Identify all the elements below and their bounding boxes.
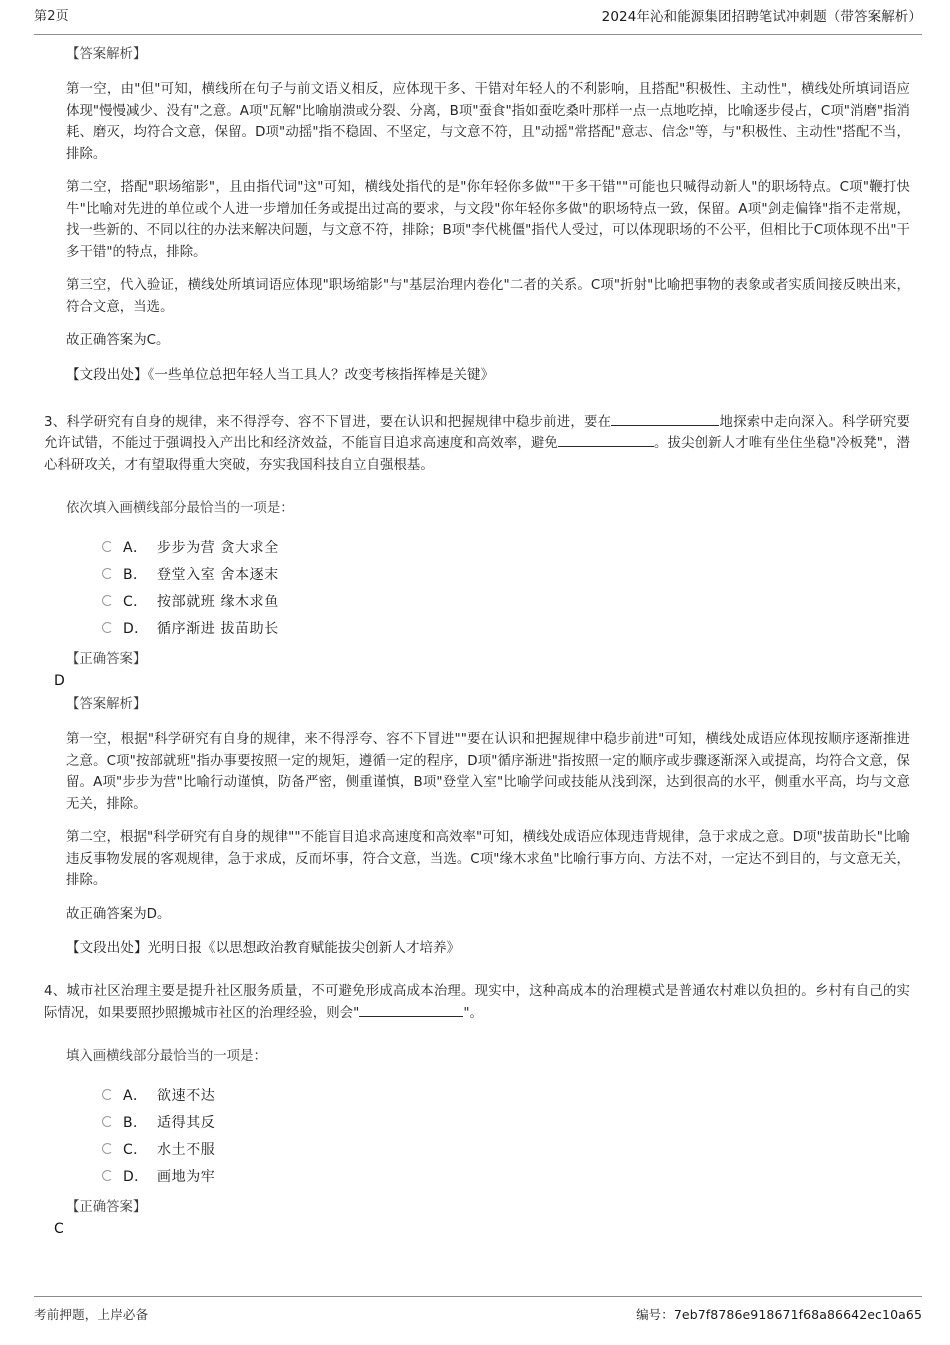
q3-correct-value: D [54,673,65,689]
q4-option-d-text: 画地为牢 [157,1168,216,1185]
q4-number: 4、 [44,984,67,999]
q3-option-b[interactable] [102,560,910,587]
q3-option-c-text: 按部就班 缘木求鱼 [157,593,279,610]
q3-stem-part3: 。拔尖创新人才唯有坐住坐稳"冷板凳"，潜心科研攻关，才有望取得重大突破，夯实我国科技自立自强根基。 [44,436,910,473]
page-footer [34,1296,922,1327]
radio-icon[interactable] [102,595,113,606]
q3-stem-part1: 科学研究有自身的规律，来不得浮夸、容不下冒进，要在认识和把握规律中稳步前进，要在 [66,414,612,430]
q3-option-d-key: D． [123,620,149,637]
radio-icon[interactable] [102,568,113,579]
q3-stem [44,412,910,477]
q3-analysis-blank2: 第二空，根据"科学研究有自身的规律""不能盲目追求高速度和高效率"可知，横线处成语应体现违背规律，急于求成之意。D项"拔苗助长"比喻违反事物发展的客观规律，急于求成，反而坏事，符合文意，当选。C项"缘木求鱼"比喻行事方向、方法不对，一定达不到目的，与文意无关，排除。 [66,830,910,888]
page-number-marker: 第2页 [34,9,69,24]
q4-option-c-key: C． [123,1141,148,1158]
q3-blank-2 [558,446,654,447]
radio-icon[interactable] [102,1170,113,1181]
document-body [44,44,910,1242]
q2-analysis-blank2: 第二空，搭配"职场缩影"，且由指代词"这"可知，横线处指代的是"你年轻你多做""干多干错""可能也只喊得动新人"的职场特点。C项"鞭打快牛"比喻对先进的单位或个人进一步增加任务或提出过高的要求，与文段"你年轻你多做"的职场特点一致，保留。A项"剑走偏锋"指不走常规，找一些新的、不同以往的办法来解决问题，与文意不符，排除；B项"李代桃僵"指代人受过，可以体现职场的不公平，但相比于C项体现不出"干多干错"的特点，排除。 [66,180,910,260]
q3-source-label: 【文段出处】 [66,940,148,956]
q3-option-b-text: 登堂入室 舍本逐末 [157,566,279,583]
q3-analysis-conclusion: 故正确答案为D。 [66,906,171,922]
q2-analysis-conclusion: 故正确答案为C。 [66,333,170,348]
footer-code-value: 7eb7f8786e918671f68a86642ec10a65 [673,1307,922,1322]
q3-source-line [44,937,910,959]
document-title: 2024年沁和能源集团招聘笔试冲刺题（带答案解析） [601,9,922,25]
q4-option-a[interactable] [102,1081,910,1108]
q3-option-b-key: B． [123,566,148,583]
q2-source-line [44,364,910,386]
q2-analysis-blank3: 第三空，代入验证，横线处所填词语应体现"职场缩影"与"基层治理内卷化"二者的关系。C项"折射"比喻把事物的表象或者实质间接反映出来，符合文意，当选。 [66,278,910,315]
radio-icon[interactable] [102,541,113,552]
q3-blank-1 [611,425,719,426]
q4-option-a-text: 欲速不达 [157,1087,216,1104]
page-header [34,8,922,35]
q2-analysis-blank1: 第一空，由"但"可知，横线所在句子与前文语义相反，应体现干多、干错对年轻人的不利影响，且搭配"积极性、主动性"，横线处所填词语应体现"慢慢减少、没有"之意。A项"瓦解"比喻崩溃或分裂、分离，B项"蚕食"指如蚕吃桑叶那样一点一点地吃掉，比喻逐步侵占，C项"消磨"指消耗、磨灭，均符合文意，保留。D项"动摇"指不稳固、不坚定，与文意不符，且"动摇"常搭配"意志、信念"等，与"积极性、主动性"搭配不当，排除。 [66,82,910,162]
q4-option-c[interactable] [102,1135,910,1162]
q3-option-c-key: C． [123,593,148,610]
q3-source-title: 光明日报《以思想政治教育赋能拔尖创新人才培养》 [147,940,461,956]
q3-analysis-blank1: 第一空，根据"科学研究有自身的规律，来不得浮夸、容不下冒进""要在认识和把握规律中稳步前进"可知，横线处成语应体现按顺序逐渐推进之意。C项"按部就班"指办事要按照一定的规矩，遵循一定的程序，D项"循序渐进"指按照一定的顺序或步骤逐渐深入或提高，均符合文意，保留。A项"步步为营"比喻行动谨慎，防备严密，侧重谨慎，B项"登堂入室"比喻学问或技能从浅到深，达到很高的水平，侧重水平高，均与文意无关，排除。 [66,732,910,812]
q4-correct-label: 【正确答案】 [66,1200,147,1215]
q2-source-title: 《一些单位总把年轻人当工具人？改变考核指挥棒是关键》 [147,366,495,383]
q3-analysis-label: 【答案解析】 [66,697,147,712]
q4-option-b-key: B． [123,1114,148,1131]
q3-option-a-key: A． [123,539,148,556]
q4-option-b-text: 适得其反 [157,1114,216,1131]
q2-analysis-label: 【答案解析】 [66,47,147,62]
q4-stem-part1: 城市社区治理主要是提升社区服务质量，不可避免形成高成本治理。现实中，这种高成本的治理模式是普通农村难以负担的。乡村有自己的实际情况，如果要照抄照搬城市社区的治理经验，则会" [44,984,910,1021]
q4-option-d-key: D． [123,1168,149,1185]
q4-option-b[interactable] [102,1108,910,1135]
footer-slogan: 考前押题，上岸必备 [34,1307,149,1322]
q4-correct-value: C [54,1221,64,1237]
footer-code [636,1305,922,1323]
radio-icon[interactable] [102,1143,113,1154]
radio-icon[interactable] [102,622,113,633]
q4-stem-part2: "。 [463,1005,483,1021]
radio-icon[interactable] [102,1116,113,1127]
q3-number: 3、 [44,414,67,430]
q3-option-d-text: 循序渐进 拔苗助长 [157,620,279,637]
footer-code-label: 编号： [636,1307,674,1322]
q3-options [44,533,910,641]
q3-option-d[interactable] [102,614,910,641]
q4-option-d[interactable] [102,1162,910,1189]
q3-prompt: 依次填入画横线部分最恰当的一项是： [66,501,294,516]
q3-option-a-text: 步步为营 贪大求全 [157,539,279,556]
q2-source-label: 【文段出处】 [66,366,148,383]
q4-blank-1 [359,1016,463,1017]
q4-option-a-key: A． [123,1087,148,1104]
radio-icon[interactable] [102,1089,113,1100]
q3-option-c[interactable] [102,587,910,614]
q3-stem-part2: 地探索中走向深入。科学研究要允许试错，不能过于强调投入产出比和经济效益，不能盲目追求高速度和高效率，避免 [44,414,910,451]
q4-option-c-text: 水土不服 [157,1141,216,1158]
q3-correct-label: 【正确答案】 [66,652,147,667]
q4-options [44,1081,910,1189]
q3-option-a[interactable] [102,533,910,560]
q4-stem [44,981,910,1024]
q4-prompt: 填入画横线部分最恰当的一项是： [66,1049,267,1064]
